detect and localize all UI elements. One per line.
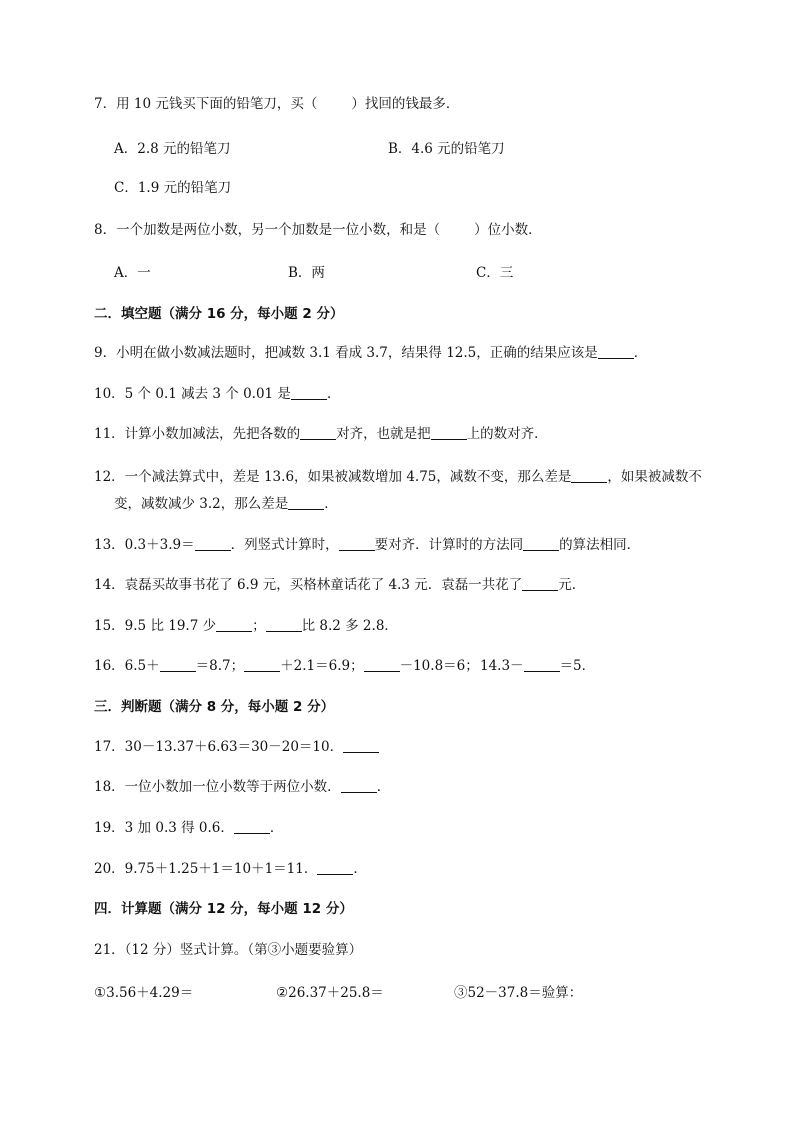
q18-text: 18．一位小数加一位小数等于两位小数． (94, 779, 341, 795)
question-16-part-4 (480, 656, 595, 676)
question-8 (94, 220, 542, 240)
question-9 (94, 343, 647, 363)
q10-end: ． (326, 386, 341, 402)
q19-end: ． (269, 820, 284, 836)
q20-end: ． (353, 861, 367, 877)
q21-item-3: ③52－37.8＝验算： (454, 985, 583, 1001)
answer-blank[interactable] (234, 819, 270, 834)
answer-blank[interactable] (343, 738, 379, 753)
answer-blank[interactable] (339, 536, 375, 551)
q19-text: 19．3 加 0.3 得 0.6． (94, 820, 234, 836)
question-15 (94, 616, 398, 636)
q15-text-1: 15．9.5 比 19.7 少 (94, 618, 217, 634)
question-7 (94, 94, 459, 114)
q7-option-a: A．2.8 元的铅笔刀 (114, 141, 231, 157)
question-16 (94, 656, 479, 676)
q12-text-1: 12．一个减法算式中，差是 13.6，如果被减数增加 4.75，减数不变，那么差是 (94, 469, 572, 485)
section-3-heading: 三．判断题（满分 8 分，每小题 2 分） (94, 699, 335, 715)
answer-blank[interactable] (288, 495, 324, 510)
q16-text-1: 16．6.5＋ (94, 658, 160, 674)
q7-stem-part1: 7．用 10 元钱买下面的铅笔刀，买（ (94, 96, 318, 112)
q8-option-b: B．两 (288, 265, 325, 281)
q16-text-4: －10.8＝6； (399, 658, 479, 674)
q15-text-3: 比 8.2 多 2.8． (301, 618, 398, 634)
q7-option-c: C．1.9 元的铅笔刀 (114, 180, 232, 196)
q21-item-1: ①3.56＋4.29＝ (94, 985, 194, 1001)
q8-option-a: A．一 (114, 265, 151, 281)
q13-end: 的算法相同． (559, 537, 641, 553)
q8-stem-part1: 8．一个加数是两位小数，另一个加数是一位小数，和是（ (94, 222, 441, 238)
q16-text-3: ＋2.1＝6.9； (280, 658, 364, 674)
q11-text-1: 11．计算小数加减法，先把各数的 (94, 426, 301, 442)
q11-text-2: 对齐，也就是把 (336, 426, 431, 442)
section-2-heading: 二．填空题（满分 16 分，每小题 2 分） (94, 306, 344, 322)
q21-item-2: ②26.37＋25.8＝ (276, 985, 384, 1001)
answer-blank[interactable] (291, 385, 327, 400)
answer-blank[interactable] (160, 657, 196, 672)
answer-blank[interactable] (244, 657, 280, 672)
q13-text-1: 13．0.3＋3.9＝ (94, 537, 195, 553)
question-19 (94, 818, 283, 838)
q15-text-2: ； (252, 618, 266, 634)
question-12 (94, 467, 702, 487)
q10-text: 10．5 个 0.1 减去 3 个 0.01 是 (94, 386, 291, 402)
answer-blank[interactable] (571, 468, 607, 483)
answer-blank[interactable] (364, 657, 400, 672)
q13-text-3: 要对齐．计算时的方法同 (374, 537, 524, 553)
question-10 (94, 384, 340, 404)
question-11 (94, 424, 548, 444)
section-4-heading: 四．计算题（满分 12 分，每小题 12 分） (94, 901, 353, 917)
q14-text: 14．袁磊买故事书花了 6.9 元，买格林童话花了 4.3 元．袁磊一共花了 (94, 577, 523, 593)
q9-end: ． (633, 345, 648, 361)
q20-text: 20．9.75＋1.25＋1＝10＋1＝11． (94, 861, 318, 877)
q8-stem-part2: ）位小数． (474, 222, 542, 238)
q14-end: 元． (558, 577, 586, 593)
answer-blank[interactable] (523, 536, 559, 551)
q12-text-3: 变，减数减少 3.2，那么差是 (114, 496, 289, 512)
question-13 (94, 535, 640, 555)
answer-blank[interactable] (598, 344, 634, 359)
q7-stem-part2: ）找回的钱最多． (351, 96, 460, 112)
q16-end: ＝5． (559, 658, 596, 674)
q11-text-3: 上的数对齐． (466, 426, 548, 442)
question-21-stem: 21．（12 分）竖式计算。（第③小题要验算） (94, 942, 363, 958)
answer-blank[interactable] (522, 576, 558, 591)
answer-blank[interactable] (266, 617, 302, 632)
q9-text: 9．小明在做小数减法题时，把减数 3.1 看成 3.7，结果得 12.5，正确的结果应该是 (94, 345, 598, 361)
q17-text: 17．30－13.37＋6.63＝30－20＝10． (94, 739, 344, 755)
question-14 (94, 575, 585, 595)
answer-blank[interactable] (431, 425, 467, 440)
answer-blank[interactable] (317, 860, 353, 875)
answer-blank[interactable] (195, 536, 231, 551)
q18-end: ． (376, 779, 391, 795)
q16-text-5: 14.3－ (480, 658, 524, 674)
question-17 (94, 737, 379, 757)
q12-end: ． (324, 496, 338, 512)
q16-text-2: ＝8.7； (195, 658, 245, 674)
question-20 (94, 859, 367, 879)
q12-text-2: ，如果被减数不 (607, 469, 702, 485)
q13-text-2: ．列竖式计算时， (230, 537, 339, 553)
answer-blank[interactable] (216, 617, 252, 632)
answer-blank[interactable] (341, 778, 377, 793)
q7-option-b: B．4.6 元的铅笔刀 (388, 141, 505, 157)
question-12-continued (114, 494, 338, 514)
answer-blank[interactable] (524, 657, 560, 672)
question-18 (94, 777, 390, 797)
answer-blank[interactable] (300, 425, 336, 440)
q8-option-c: C．三 (476, 265, 514, 281)
